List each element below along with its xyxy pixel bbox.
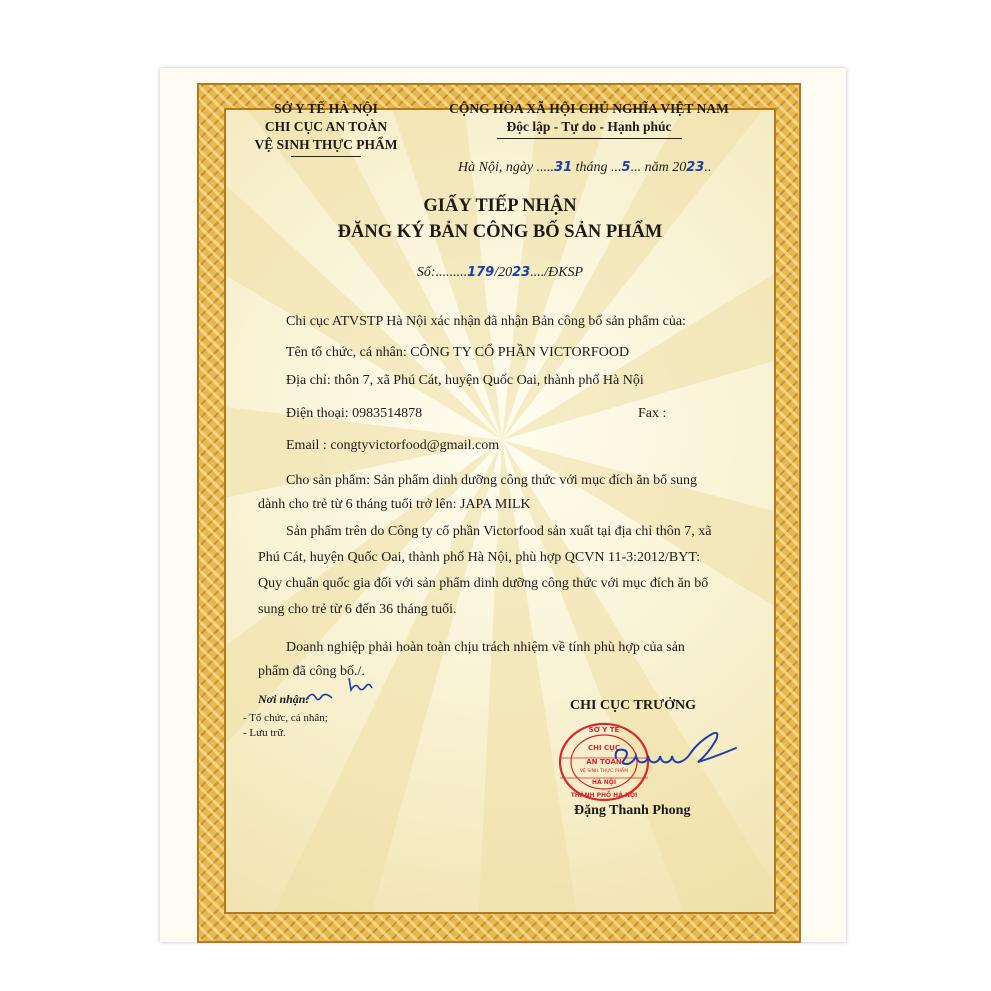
organization-name: Tên tổ chức, cá nhân: CÔNG TY CỔ PHẦN VICTORFOOD bbox=[286, 345, 630, 360]
issuer-line-3: VỆ SINH THỰC PHẨM bbox=[254, 137, 398, 152]
product-line-2: dành cho trẻ từ 6 tháng tuổi trở lên: JAPA MILK bbox=[258, 497, 531, 512]
signatory-name: Đặng Thanh Phong bbox=[574, 803, 691, 818]
recipient-item: - Tổ chức, cá nhân; bbox=[243, 712, 328, 724]
responsibility-line-1: Doanh nghiệp phải hoàn toàn chịu trách nhiệm về tính phù hợp của sản bbox=[286, 640, 685, 655]
handwritten-signature-icon bbox=[612, 728, 742, 778]
date-year: 23 bbox=[686, 160, 705, 175]
motto-underline bbox=[497, 138, 682, 139]
product-line-1: Cho sản phẩm: Sản phẩm dinh dưỡng công thức với mục đích ăn bổ sung bbox=[286, 473, 698, 488]
issuer-block bbox=[236, 100, 416, 157]
date-day: 31 bbox=[554, 160, 573, 175]
manufacture-line-1: Sản phẩm trên do Công ty cổ phần Victorfood sản xuất tại địa chỉ thôn 7, xã bbox=[286, 524, 712, 539]
date-end: .. bbox=[704, 160, 712, 175]
motto: Độc lập - Tự do - Hạnh phúc bbox=[506, 119, 672, 134]
handwritten-initial-icon bbox=[304, 688, 334, 706]
document-title-line-1: GIẤY TIẾP NHẬN bbox=[423, 196, 577, 216]
issuer-line-1: SỞ Y TẾ HÀ NỘI bbox=[274, 101, 378, 116]
number-mid: /20 bbox=[494, 265, 513, 280]
issuer-underline bbox=[291, 156, 361, 157]
recipients-label: Nơi nhận: bbox=[258, 692, 310, 706]
number-value: 179 bbox=[467, 265, 495, 280]
manufacture-line-2: Phú Cát, huyện Quốc Oai, thành phố Hà Nội, phù hợp QCVN 11-3:2012/BYT: bbox=[258, 550, 701, 565]
date-year-label: ... năm 20 bbox=[630, 160, 687, 175]
seal-top-text: SỞ Y TẾ bbox=[588, 726, 620, 734]
seal-bottom-text: THÀNH PHỐ HÀ NỘI bbox=[570, 792, 638, 799]
seal-center-text: VỆ SINH THỰC PHẨM bbox=[579, 769, 629, 774]
date-month: 5 bbox=[621, 160, 631, 175]
responsibility-line-2: phẩm đã công bố./. bbox=[258, 664, 365, 679]
document-title-line-2: ĐĂNG KÝ BẢN CÔNG BỐ SẢN PHẨM bbox=[337, 222, 663, 242]
seal-center-text: AN TOÀN bbox=[586, 758, 622, 766]
national-motto bbox=[424, 100, 754, 139]
number-suffix: ..../ĐKSP bbox=[530, 265, 584, 280]
organization-address: Địa chỉ: thôn 7, xã Phú Cát, huyện Quốc Oai, thành phố Hà Nội bbox=[286, 373, 644, 388]
date-prefix: Hà Nội, ngày ..... bbox=[458, 160, 555, 175]
fax-number: Fax : bbox=[638, 406, 667, 421]
registration-number bbox=[260, 265, 740, 281]
manufacture-line-4: sung cho trẻ từ 6 đến 36 tháng tuổi. bbox=[258, 602, 457, 617]
number-year: 23 bbox=[512, 265, 531, 280]
date-month-label: tháng ... bbox=[572, 160, 622, 175]
signatory-title: CHI CỤC TRƯỞNG bbox=[570, 698, 697, 713]
seal-center-text: CHI CỤC bbox=[588, 744, 620, 752]
handwritten-initial-icon bbox=[346, 674, 374, 694]
manufacture-line-3: Quy chuẩn quốc gia đối với sản phẩm dinh dưỡng công thức với mục đích ăn bổ bbox=[258, 576, 709, 591]
email-address: Email : congtyvictorfood@gmail.com bbox=[286, 438, 500, 453]
country-name: CỘNG HÒA XÃ HỘI CHỦ NGHĨA VIỆT NAM bbox=[449, 101, 729, 116]
number-prefix: Số:......... bbox=[416, 265, 468, 280]
issue-date bbox=[458, 160, 711, 176]
issuer-line-2: CHI CỤC AN TOÀN bbox=[264, 119, 388, 134]
intro-text: Chi cục ATVSTP Hà Nội xác nhận đã nhận Bản công bố sản phẩm của: bbox=[286, 314, 686, 329]
recipient-item: - Lưu trữ. bbox=[243, 727, 286, 739]
seal-center-text: HÀ NỘI bbox=[591, 779, 617, 786]
phone-number: Điện thoại: 0983514878 bbox=[286, 406, 423, 421]
